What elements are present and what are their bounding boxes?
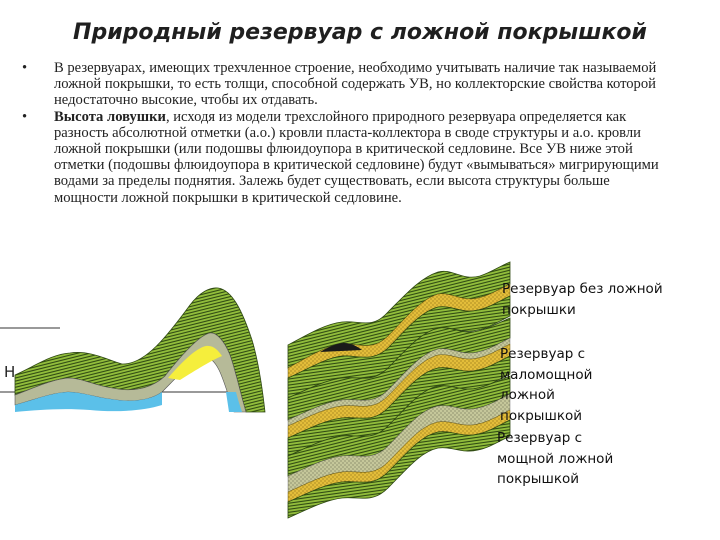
bullet-text: , исходя из модели трехслойного природного резервуара определяется как разность абсолютной отметки (а.о.) кровли пласта-коллектора в своде структуры и а.о. кровли ложной покрышки (или подошвы флюидоупора в критической седловине. Все УВ ниже этой отметки (подошвы флюидоупора в критической седловине) будут «вымываться» мигрирующими водами за пределы поднятия. Залежь будет существовать, если высота структуры больше мощности ложной покрышки в критической седловине. — [54, 108, 659, 206]
bullet-bold-text: Высота ловушки — [54, 108, 166, 125]
bullet-dot: • — [22, 60, 28, 76]
left-anticline-diagram — [0, 288, 265, 412]
bullet-text: В резервуарах, имеющих трехчленное строение, необходимо учитывать наличие так называемой ложной покрышки, то есть толщи, способной содержать УВ, но коллекторские свойства которой недостаточно высокие, чтобы их отдавать. — [54, 60, 657, 109]
label-thick-false-seal: Резервуар с мощной ложной покрышкой — [497, 430, 614, 487]
label-no-false-seal: Резервуар без ложной покрышки — [502, 281, 663, 318]
label-thin-false-seal: Резервуар с маломощной ложной покрышкой — [500, 346, 593, 424]
bullet-dot: • — [22, 108, 28, 125]
h-label: H — [4, 363, 16, 381]
page-title: Природный резервуар с ложной покрышкой — [73, 20, 647, 45]
